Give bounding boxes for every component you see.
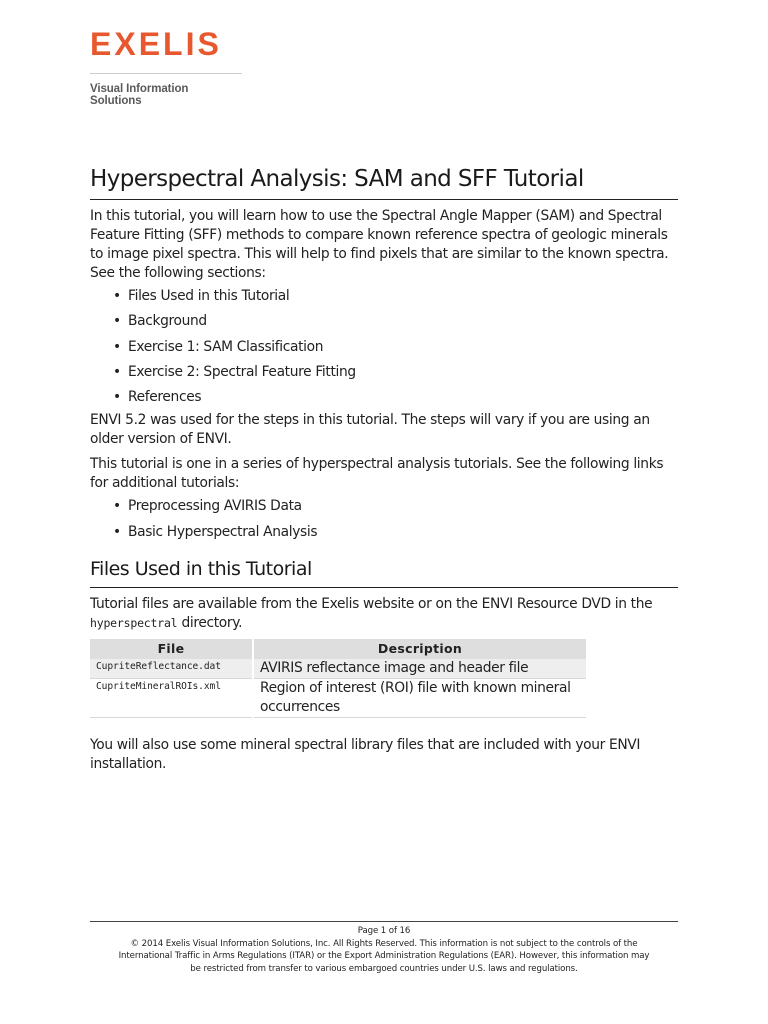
version-note: ENVI 5.2 was used for the steps in this tutorial. The steps will vary if you are using an older version of ENVI. [90,412,650,448]
related-tutorials-list [90,497,678,541]
section-link-files[interactable]: • Files Used in this Tutorial [113,288,290,304]
files-table [90,639,586,718]
file-description-cell: AVIRIS reflectance image and header file [253,659,586,679]
section-link-exercise-1[interactable]: • Exercise 1: SAM Classification [113,338,324,355]
bullet-icon: • [113,498,121,515]
link-basic-hyperspectral[interactable]: • Basic Hyperspectral Analysis [113,523,318,540]
logo-tagline: Visual Information Solutions [90,83,189,107]
page-footer [90,921,678,975]
copyright-line: International Traffic in Arms Regulations (ITAR) or the Export Administration Regulations (EAR). However, this information may [118,951,650,961]
file-name-cell: CupriteReflectance.dat [90,659,253,679]
logo-divider [90,73,242,74]
exelis-logo [90,24,242,107]
bullet-icon: • [113,523,121,540]
table-row [90,659,586,679]
bullet-icon: • [113,288,121,304]
directory-code: hyperspectral [90,615,178,630]
intro-paragraph: In this tutorial, you will learn how to use the Spectral Angle Mapper (SAM) and Spectral Feature Fitting (SFF) methods to compare known reference spectra of geologic minerals to image pixel spectra. This will help to find pixels that are similar to the known spectra. See the following sections: [90,208,669,281]
file-description-cell: Region of interest (ROI) file with known mineral occurrences [253,678,586,717]
table-row [90,678,586,717]
bullet-icon: • [113,363,121,380]
section-link-exercise-2[interactable]: • Exercise 2: Spectral Feature Fitting [113,363,356,380]
sections-list [90,287,678,407]
column-header-description: Description [253,639,586,659]
column-header-file: File [90,639,253,659]
spectral-library-note: You will also use some mineral spectral library files that are included with your ENVI installation. [90,736,641,772]
bullet-icon: • [113,389,121,406]
copyright-line: be restricted from transfer to various embargoed countries under U.S. laws and regulations. [190,963,578,974]
section-link-references[interactable]: • References [113,389,202,406]
series-note: This tutorial is one in a series of hyperspectral analysis tutorials. See the following links for additional tutorials: [90,456,664,492]
page-title: Hyperspectral Analysis: SAM and SFF Tutorial [90,164,678,200]
logo-wordmark: EXELIS [90,26,222,62]
page-number: Page 1 of 16 [357,926,411,936]
section-link-background[interactable]: • Background [113,313,207,330]
link-preprocessing-aviris[interactable]: • Preprocessing AVIRIS Data [113,498,302,515]
bullet-icon: • [113,338,121,355]
file-name-cell: CupriteMineralROIs.xml [90,678,253,717]
table-header-row [90,639,586,659]
document-body [90,164,678,774]
copyright-line: © 2014 Exelis Visual Information Solutions, Inc. All Rights Reserved. This information is not subject to the controls of the [130,938,638,949]
files-section-heading: Files Used in this Tutorial [90,556,678,588]
bullet-icon: • [113,313,121,330]
files-intro-paragraph: Tutorial files are available from the Exelis website or on the ENVI Resource DVD in the hyperspectral directory. [90,595,653,631]
